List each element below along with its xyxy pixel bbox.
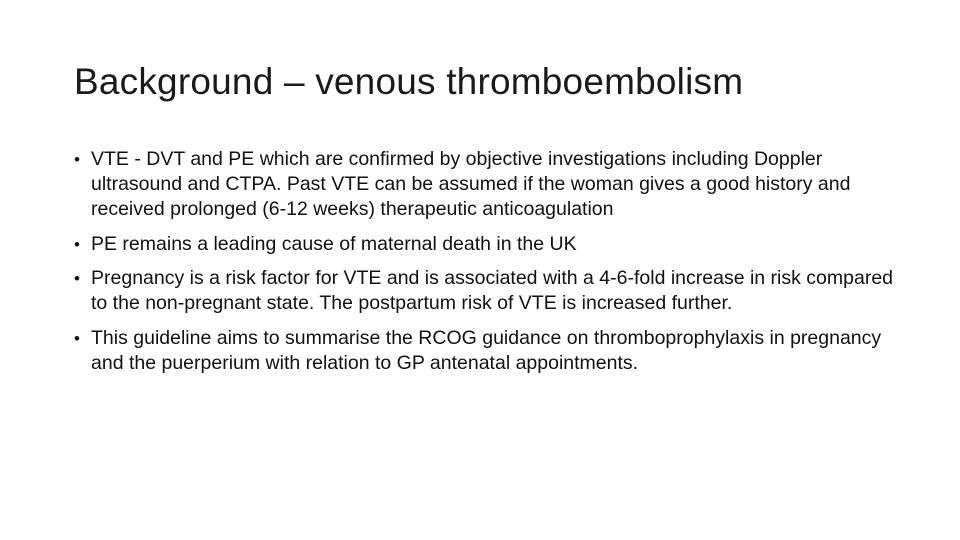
bullet-item: • PE remains a leading cause of maternal death in the UK bbox=[74, 232, 894, 257]
slide-title: Background – venous thromboembolism bbox=[74, 61, 744, 102]
bullet-item: • This guideline aims to summarise the RCOG guidance on thromboprophylaxis in pregnancy and the puerperium with relation to GP antenatal appointments. bbox=[74, 326, 894, 376]
bullet-item: • VTE - DVT and PE which are confirmed by objective investigations including Doppler ultrasound and CTPA. Past VTE can be assumed if the woman gives a good history and received prolonged (6-12 weeks) therapeutic anticoagulation bbox=[74, 147, 894, 222]
bullet-list bbox=[74, 147, 894, 385]
bullet-item: • Pregnancy is a risk factor for VTE and is associated with a 4-6-fold increase in risk compared to the non-pregnant state. The postpartum risk of VTE is increased further. bbox=[74, 266, 894, 316]
